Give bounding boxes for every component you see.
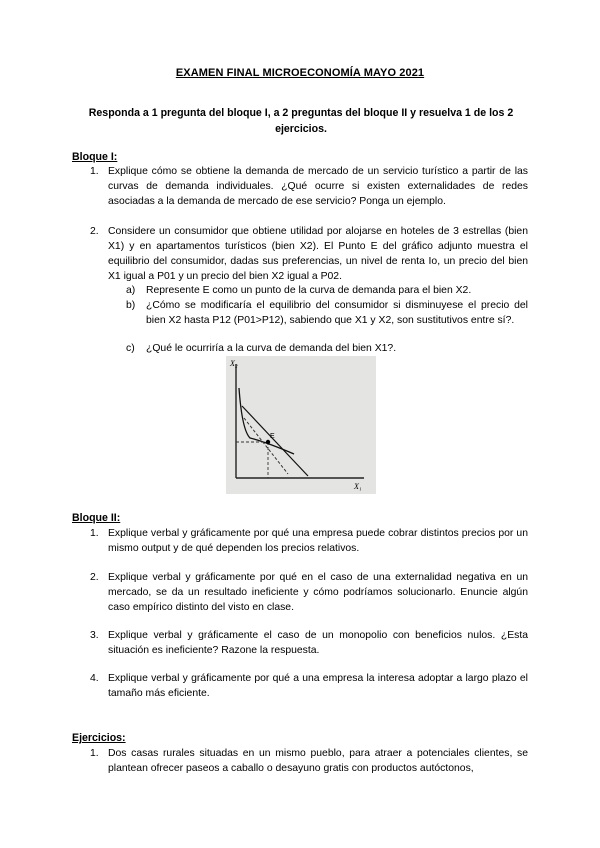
question-text: Explique verbal y gráficamente por qué una empresa puede cobrar distintos precios por un mismo output y de qué dependen los precios relativos. xyxy=(108,528,528,554)
bloque-2-heading: Bloque II: xyxy=(72,512,121,524)
question-text: Explique verbal y gráficamente el caso de un monopolio con beneficios nulos. ¿Esta situación es ineficiente? Razone la respuesta. xyxy=(108,630,528,656)
exam-instructions: Responda a 1 pregunta del bloque I, a 2 preguntas del bloque II y resuelva 1 de los 2 ejercicios. xyxy=(88,107,514,135)
question-text: Dos casas rurales situadas en un mismo pueblo, para atraer a potenciales clientes, se plantean ofrecer paseos a caballo o desayuno gratis con productos autóctonos, xyxy=(108,748,528,774)
subquestion-letter: a) xyxy=(126,285,136,296)
question-text: Explique cómo se obtiene la demanda de mercado de un servicio turístico a partir de las curvas de demanda individuales. ¿Qué ocurre si existen externalidades de redes asociadas a la demanda de mercado de ese servicio? Ponga un ejemplo. xyxy=(108,166,528,207)
consumer-equilibrium-graph xyxy=(226,356,376,494)
subquestion-letter: b) xyxy=(126,300,136,311)
question-number: 1. xyxy=(90,748,99,759)
question-number: 4. xyxy=(90,673,99,684)
subquestion-text: Represente E como un punto de la curva de demanda para el bien X2. xyxy=(146,285,472,296)
question-text: Explique verbal y gráficamente por qué a una empresa la interesa adoptar a largo plazo el tamaño más eficiente. xyxy=(108,673,528,699)
x-axis-label: X₁ xyxy=(354,482,362,491)
question-number: 3. xyxy=(90,630,99,641)
question-number: 1. xyxy=(90,528,99,539)
graph-background xyxy=(226,356,376,494)
subquestion-letter: c) xyxy=(126,343,135,354)
equilibrium-point xyxy=(266,440,270,444)
equilibrium-point-label: E xyxy=(270,433,275,440)
question-number: 1. xyxy=(90,166,99,177)
question-text: Considere un consumidor que obtiene utilidad por alojarse en hoteles de 3 estrellas (bien X1) y en apartamentos turísticos (bien X2). El Punto E del gráfico adjunto muestra el equilibrio del consumidor, dadas sus preferencias, un nivel de renta Io, un precio del bien X1 igual a P01 y un precio del bien X2 igual a P02. xyxy=(108,226,528,282)
question-number: 2. xyxy=(90,572,99,583)
y-axis-label: X₂ xyxy=(230,359,238,368)
subquestion-text: ¿Cómo se modificaría el equilibrio del consumidor si disminuyese el precio del bien X2 hasta P12 (P01>P12), sabiendo que X1 y X2, son sustitutivos entre sí?. xyxy=(146,300,528,326)
subquestion-text: ¿Qué le ocurriría a la curva de demanda del bien X1?. xyxy=(146,343,397,354)
question-text: Explique verbal y gráficamente por qué en el caso de una externalidad negativa en un mercado, se da un resultado ineficiente y cómo podríamos solucionarlo. Enuncie algún caso empírico distinto del visto en clase. xyxy=(108,572,528,613)
ejercicios-heading: Ejercicios: xyxy=(72,732,126,744)
exam-title: EXAMEN FINAL MICROECONOMÍA MAYO 2021 xyxy=(175,67,425,79)
question-number: 2. xyxy=(90,226,99,237)
bloque-1-heading: Bloque I: xyxy=(72,151,118,163)
